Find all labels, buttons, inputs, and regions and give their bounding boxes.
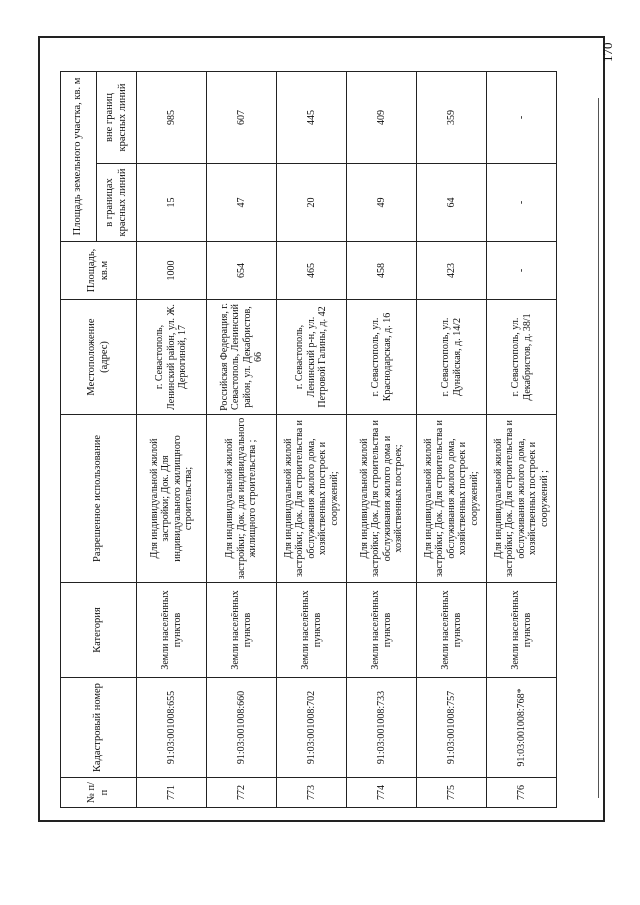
rotated-table-container: [60, 72, 556, 808]
cell-location: г. Севастополь, ул. Декабристов, д. 38/1: [487, 300, 557, 415]
cell-outside: 445: [277, 71, 347, 163]
cell-inside: 15: [137, 164, 207, 242]
cell-num: 776: [487, 778, 557, 808]
cell-outside: 359: [417, 71, 487, 163]
cell-cadastral: 91:03:001008:757: [417, 678, 487, 778]
cell-num: 773: [277, 778, 347, 808]
table-row: [277, 71, 347, 807]
cell-category: Земли населённых пунктов: [417, 583, 487, 678]
cell-cadastral: 91:03:001008:768*: [487, 678, 557, 778]
cell-use: Для индивидуальной жилой застройки; Док. для индивидуального жилищного строительства ;: [207, 415, 277, 583]
cell-outside: 409: [347, 71, 417, 163]
header-category: Категория: [61, 583, 137, 678]
cell-outside: -: [487, 71, 557, 163]
cell-location: г. Севастополь, ул. Дунайская, д. 14/2: [417, 300, 487, 415]
header-num: № п/п: [61, 778, 137, 808]
table-row: [417, 71, 487, 807]
cell-area: 1000: [137, 242, 207, 300]
cell-num: 775: [417, 778, 487, 808]
header-use: Разрешенное использование: [61, 415, 137, 583]
header-outside: вне границ красных линий: [97, 71, 137, 163]
cell-location: г. Севастополь, ул. Краснодарская, д. 16: [347, 300, 417, 415]
table-row: [487, 71, 557, 807]
header-cadastral: Кадастровый номер: [61, 678, 137, 778]
cell-area: 423: [417, 242, 487, 300]
page-number: 170: [600, 42, 615, 62]
cell-use: Для индивидуальной жилой застройки; Док. Для строительства и обслуживания жилого дома, хозяйственных построек и сооружений;: [417, 415, 487, 583]
cell-inside: 64: [417, 164, 487, 242]
cell-outside: 607: [207, 71, 277, 163]
cell-inside: 49: [347, 164, 417, 242]
cell-category: Земли населённых пунктов: [277, 583, 347, 678]
table-row: [137, 71, 207, 807]
table-row: [347, 71, 417, 807]
header-inside: в границах красных линий: [97, 164, 137, 242]
table-row: [207, 71, 277, 807]
cell-cadastral: 91:03:001008:655: [137, 678, 207, 778]
cell-area: 458: [347, 242, 417, 300]
header-land-area: Площадь земельного участка, кв. м: [61, 71, 97, 241]
cell-area: 654: [207, 242, 277, 300]
cell-use: Для индивидуальной жилой застройки; Док. Для строительства и обслуживания жилого дома, хозяйственных построек и сооружений ;: [487, 415, 557, 583]
cell-location: г. Севастополь, Ленинский р-н, ул. Петровой Галины, д. 42: [277, 300, 347, 415]
cell-inside: -: [487, 164, 557, 242]
cell-cadastral: 91:03:001008:733: [347, 678, 417, 778]
header-area: Площадь, кв.м: [61, 242, 137, 300]
cell-category: Земли населённых пунктов: [347, 583, 417, 678]
cell-num: 772: [207, 778, 277, 808]
cell-area: 465: [277, 242, 347, 300]
cell-outside: 985: [137, 71, 207, 163]
cell-inside: 20: [277, 164, 347, 242]
cell-use: Для индивидуальной жилой застройки; Док. Для строительства и обслуживания жилого дома и хозяйственных построек;: [347, 415, 417, 583]
cell-category: Земли населённых пунктов: [487, 583, 557, 678]
cell-location: Российская Федерация, г. Севастополь, Ленинский район, ул. Декабристов, 66: [207, 300, 277, 415]
cell-use: Для индивидуальной жилой застройки; Док. Для индивидуального жилищного строительства;: [137, 415, 207, 583]
cell-cadastral: 91:03:001008:702: [277, 678, 347, 778]
header-location: Местоположение (адрес): [61, 300, 137, 415]
cell-inside: 47: [207, 164, 277, 242]
cell-cadastral: 91:03:001008:660: [207, 678, 277, 778]
cell-use: Для индивидуальной жилой застройки; Док. Для строительства и обслуживания жилого дома, хозяйственных построек и сооружений;: [277, 415, 347, 583]
cell-location: г. Севастополь, Ленинский район, ул. Ж. Дерюгиной, 17: [137, 300, 207, 415]
cell-category: Земли населённых пунктов: [137, 583, 207, 678]
footer-rule: [598, 98, 599, 798]
cell-area: -: [487, 242, 557, 300]
cell-category: Земли населённых пунктов: [207, 583, 277, 678]
land-plots-table: [60, 71, 557, 808]
cell-num: 774: [347, 778, 417, 808]
cell-num: 771: [137, 778, 207, 808]
